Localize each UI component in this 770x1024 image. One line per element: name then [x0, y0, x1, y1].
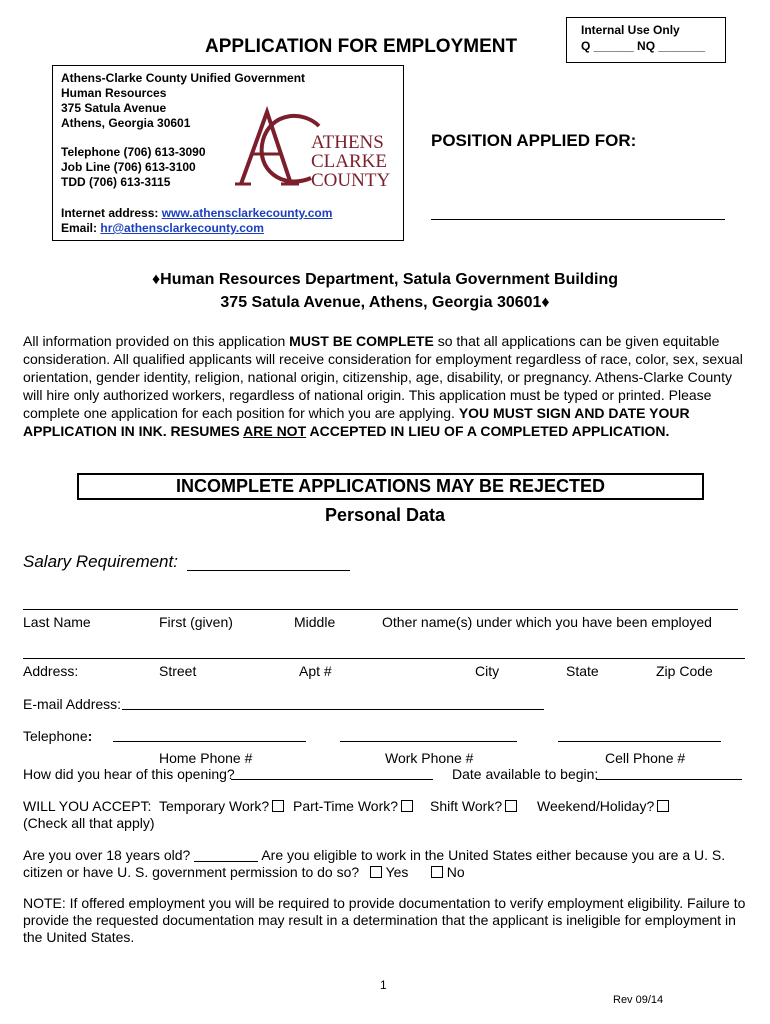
check-all-note: (Check all that apply) [23, 815, 155, 831]
agency-city: Athens, Georgia 30601 [61, 116, 191, 130]
agency-info-box [52, 65, 404, 241]
hear-label: How did you hear of this opening? [23, 766, 235, 782]
agency-job-line: Job Line (706) 613-3100 [61, 160, 196, 174]
eligibility-question: citizen or have U. S. government permission to do so? Yes No [23, 864, 465, 880]
agency-dept: Human Resources [61, 86, 167, 100]
weekend-holiday-option: Weekend/Holiday? [537, 798, 669, 814]
state-label: State [566, 663, 599, 679]
verification-note: NOTE: If offered employment you will be required to provide documentation to verify employment eligibility. Failure to provide the requested documentation may result in a determination that the applicant is ineligible for employment in the United States. [23, 895, 746, 945]
website-link[interactable]: www.athensclarkecounty.com [161, 206, 333, 220]
age-answer-field[interactable] [194, 849, 258, 862]
date-available-field[interactable] [596, 779, 742, 780]
logo-line-athens: ATHENS [311, 132, 384, 153]
revision-label: Rev 09/14 [613, 994, 664, 1006]
agency-internet-row: Internet address: www.athensclarkecounty.com [61, 206, 333, 220]
last-name-label: Last Name [23, 614, 91, 630]
agency-tdd: TDD (706) 613-3115 [61, 175, 171, 189]
temporary-work-option: Temporary Work? [159, 798, 284, 814]
agency-email-row: Email: hr@athensclarkecounty.com [61, 221, 264, 235]
cell-phone-label: Cell Phone # [605, 750, 686, 766]
telephone-label: Telephone: [23, 728, 93, 744]
hr-address-line1: ♦Human Resources Department, Satula Government Building [151, 271, 619, 288]
logo-line-clarke: CLARKE [311, 151, 387, 172]
position-applied-field[interactable] [431, 219, 725, 220]
home-phone-field[interactable] [113, 741, 306, 742]
email-link[interactable]: hr@athensclarkecounty.com [100, 221, 264, 235]
middle-name-label: Middle [294, 614, 336, 630]
accept-label: WILL YOU ACCEPT: [23, 798, 152, 814]
other-names-label: Other name(s) under which you have been employed [382, 614, 712, 630]
page-number: 1 [380, 978, 387, 992]
agency-telephone: Telephone (706) 613-3090 [61, 145, 206, 159]
home-phone-label: Home Phone # [159, 750, 253, 766]
shift-work-checkbox[interactable] [505, 800, 517, 812]
salary-label: Salary Requirement: [23, 552, 178, 571]
section-personal-data: Personal Data [324, 505, 446, 525]
age-question: Are you over 18 years old? Are you eligible to work in the United States either because you are a U. S. [23, 847, 726, 863]
hr-address-line2: 375 Satula Avenue, Athens, Georgia 30601♦ [220, 294, 550, 311]
work-phone-label: Work Phone # [385, 750, 474, 766]
position-applied-label: POSITION APPLIED FOR: [431, 131, 637, 150]
athens-clarke-county-logo [233, 104, 403, 192]
street-label: Street [159, 663, 197, 679]
weekend-holiday-checkbox[interactable] [657, 800, 669, 812]
address-field[interactable] [23, 658, 745, 659]
temporary-work-checkbox[interactable] [272, 800, 284, 812]
internal-use-q-nq: Q ______ NQ _______ [581, 39, 706, 53]
cell-phone-field[interactable] [558, 741, 721, 742]
apt-label: Apt # [299, 663, 332, 679]
first-name-label: First (given) [159, 614, 233, 630]
email-field[interactable] [122, 709, 544, 710]
part-time-work-option: Part-Time Work? [293, 798, 413, 814]
work-phone-field[interactable] [340, 741, 517, 742]
city-label: City [475, 663, 500, 679]
name-field[interactable] [23, 609, 738, 610]
hr-address [0, 268, 770, 314]
hear-field[interactable] [231, 779, 433, 780]
date-available-label: Date available to begin: [452, 766, 599, 782]
part-time-work-checkbox[interactable] [401, 800, 413, 812]
agency-name: Athens-Clarke County Unified Government [61, 71, 306, 85]
logo-line-county: COUNTY [311, 170, 391, 191]
shift-work-option: Shift Work? [430, 798, 517, 814]
zip-label: Zip Code [656, 663, 713, 679]
incomplete-notice: INCOMPLETE APPLICATIONS MAY BE REJECTED [77, 473, 704, 500]
email-label: E-mail Address: [23, 696, 122, 712]
internal-use-box [566, 17, 726, 63]
intro-paragraph: All information provided on this application MUST BE COMPLETE so that all applications can be given equitable consideration. All qualified applicants will receive consideration for employment regardless of race, color, sex, sexual orientation, gender identity, religion, national origin, citizenship, age, disability, or pregnancy. Athens-Clarke County will hire only authorized workers, regardless of national origin. This application must be typed or printed. Please complete one application for each position for which you are applying. YOU MUST SIGN AND DATE YOUR APPLICATION IN INK. RESUMES ARE NOT ACCEPTED IN LIEU OF A COMPLETED APPLICATION. [23, 333, 743, 439]
address-label: Address: [23, 663, 79, 679]
agency-street: 375 Satula Avenue [61, 101, 167, 115]
salary-field[interactable] [187, 570, 350, 571]
internal-use-title: Internal Use Only [581, 23, 680, 37]
eligible-yes-checkbox[interactable] [370, 866, 382, 878]
eligible-no-checkbox[interactable] [431, 866, 443, 878]
page-title: APPLICATION FOR EMPLOYMENT [205, 36, 518, 57]
